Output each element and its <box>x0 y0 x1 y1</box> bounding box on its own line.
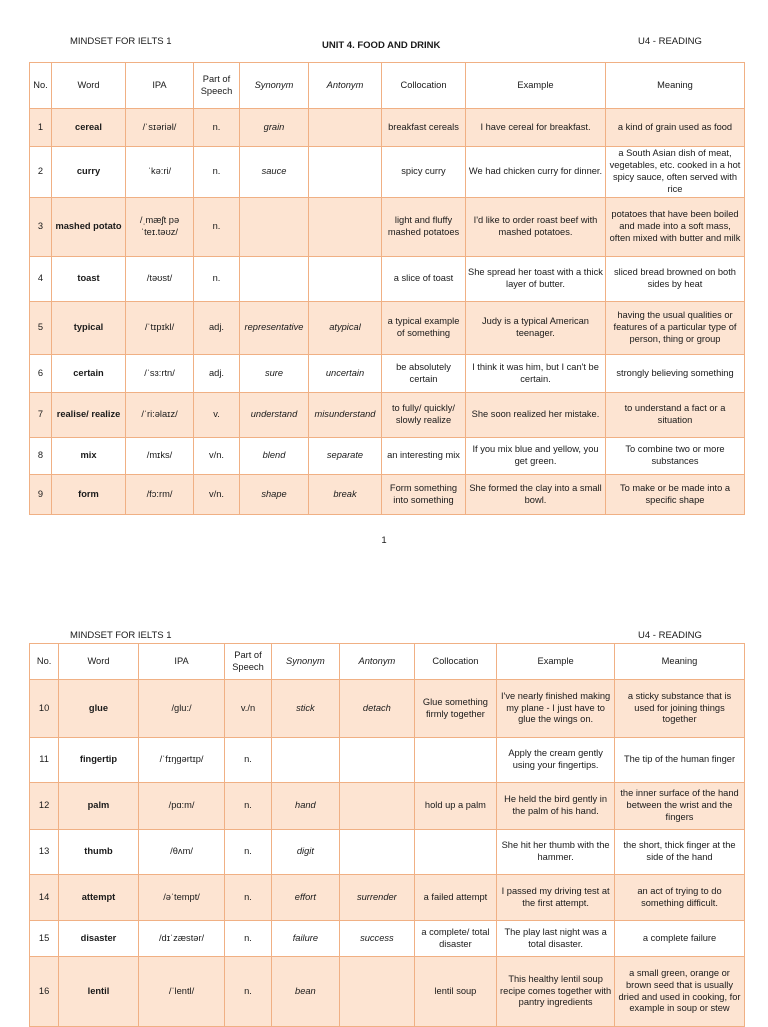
cell-synonym: sure <box>240 355 309 393</box>
table-row <box>30 257 745 302</box>
cell-synonym: effort <box>271 875 339 921</box>
cell-collocation: a slice of toast <box>382 257 466 302</box>
cell-word: thumb <box>59 830 139 875</box>
cell-pos: n. <box>194 147 240 198</box>
cell-ipa: /ˈsɪəriəl/ <box>126 109 194 147</box>
table-row <box>30 783 745 830</box>
cell-synonym: hand <box>271 783 339 830</box>
cell-antonym <box>309 257 382 302</box>
cell-example: She formed the clay into a small bowl. <box>466 475 606 515</box>
cell-antonym <box>340 783 415 830</box>
column-header: Word <box>52 63 126 109</box>
cell-synonym: failure <box>271 921 339 957</box>
header-right: U4 - READING <box>638 36 702 47</box>
column-header: Part of Speech <box>194 63 240 109</box>
document-page-2 <box>0 575 768 1024</box>
cell-synonym <box>271 738 339 783</box>
cell-pos: v. <box>194 393 240 438</box>
cell-meaning: a complete failure <box>615 921 745 957</box>
cell-no: 9 <box>30 475 52 515</box>
cell-pos: n. <box>225 957 271 1027</box>
table-row <box>30 355 745 393</box>
column-header: Example <box>466 63 606 109</box>
cell-example: He held the bird gently in the palm of his hand. <box>497 783 615 830</box>
header-title: UNIT 4. FOOD AND DRINK <box>322 40 441 51</box>
cell-ipa: ˈkə:ri/ <box>126 147 194 198</box>
cell-no: 16 <box>30 957 59 1027</box>
cell-example: If you mix blue and yellow, you get green. <box>466 438 606 475</box>
cell-collocation: a typical example of something <box>382 302 466 355</box>
cell-synonym <box>240 257 309 302</box>
cell-pos: adj. <box>194 302 240 355</box>
column-header: No. <box>30 644 59 680</box>
cell-collocation: light and fluffy mashed potatoes <box>382 198 466 257</box>
cell-no: 15 <box>30 921 59 957</box>
cell-synonym: grain <box>240 109 309 147</box>
cell-ipa: /ˌmæʃt pəˈteɪ.təʊz/ <box>126 198 194 257</box>
cell-example: I have cereal for breakfast. <box>466 109 606 147</box>
cell-word: certain <box>52 355 126 393</box>
cell-synonym: digit <box>271 830 339 875</box>
cell-word: curry <box>52 147 126 198</box>
table-row <box>30 738 745 783</box>
cell-example: We had chicken curry for dinner. <box>466 147 606 198</box>
cell-synonym: bean <box>271 957 339 1027</box>
page-number: 1 <box>381 535 387 546</box>
cell-no: 8 <box>30 438 52 475</box>
column-header: Meaning <box>606 63 745 109</box>
cell-meaning: To make or be made into a specific shape <box>606 475 745 515</box>
cell-ipa: /dɪˈzæstər/ <box>138 921 225 957</box>
cell-meaning: a South Asian dish of meat, vegetables, etc. cooked in a hot spicy sauce, often served with rice <box>606 147 745 198</box>
cell-no: 3 <box>30 198 52 257</box>
table-row <box>30 198 745 257</box>
cell-antonym <box>340 830 415 875</box>
cell-synonym <box>240 198 309 257</box>
column-header: Part of Speech <box>225 644 271 680</box>
column-header: No. <box>30 63 52 109</box>
cell-word: attempt <box>59 875 139 921</box>
cell-example: The play last night was a total disaster. <box>497 921 615 957</box>
cell-example: This healthy lentil soup recipe comes together with pantry ingredients <box>497 957 615 1027</box>
column-header: Collocation <box>382 63 466 109</box>
table-row <box>30 393 745 438</box>
cell-collocation: a failed attempt <box>414 875 497 921</box>
cell-antonym: surrender <box>340 875 415 921</box>
cell-antonym <box>309 109 382 147</box>
column-header: Antonym <box>309 63 382 109</box>
cell-word: glue <box>59 680 139 738</box>
cell-collocation: be absolutely certain <box>382 355 466 393</box>
cell-meaning: to understand a fact or a situation <box>606 393 745 438</box>
cell-ipa: /əˈtempt/ <box>138 875 225 921</box>
column-header: IPA <box>126 63 194 109</box>
cell-meaning: the inner surface of the hand between the wrist and the fingers <box>615 783 745 830</box>
cell-antonym <box>309 198 382 257</box>
cell-synonym: stick <box>271 680 339 738</box>
cell-collocation: lentil soup <box>414 957 497 1027</box>
cell-example: She soon realized her mistake. <box>466 393 606 438</box>
table-row <box>30 475 745 515</box>
cell-meaning: potatoes that have been boiled and made into a soft mass, often mixed with butter and milk <box>606 198 745 257</box>
cell-collocation: breakfast cereals <box>382 109 466 147</box>
cell-meaning: having the usual qualities or features of a particular type of person, thing or group <box>606 302 745 355</box>
cell-no: 5 <box>30 302 52 355</box>
cell-collocation: Glue something firmly together <box>414 680 497 738</box>
cell-ipa: /glu:/ <box>138 680 225 738</box>
cell-ipa: /mɪks/ <box>126 438 194 475</box>
cell-no: 4 <box>30 257 52 302</box>
cell-pos: adj. <box>194 355 240 393</box>
cell-meaning: The tip of the human finger <box>615 738 745 783</box>
cell-example: I've nearly finished making my plane - I just have to glue the wings on. <box>497 680 615 738</box>
cell-example: She spread her toast with a thick layer of butter. <box>466 257 606 302</box>
cell-meaning: To combine two or more substances <box>606 438 745 475</box>
cell-ipa: /ˈfɪŋɡərtɪp/ <box>138 738 225 783</box>
cell-antonym: atypical <box>309 302 382 355</box>
cell-word: toast <box>52 257 126 302</box>
cell-word: form <box>52 475 126 515</box>
cell-antonym: separate <box>309 438 382 475</box>
cell-no: 2 <box>30 147 52 198</box>
cell-meaning: the short, thick finger at the side of the hand <box>615 830 745 875</box>
cell-antonym <box>340 957 415 1027</box>
cell-example: I'd like to order roast beef with mashed potatoes. <box>466 198 606 257</box>
cell-no: 14 <box>30 875 59 921</box>
table-row <box>30 921 745 957</box>
cell-meaning: a sticky substance that is used for joining things together <box>615 680 745 738</box>
table-row <box>30 680 745 738</box>
cell-pos: n. <box>194 109 240 147</box>
cell-antonym: detach <box>340 680 415 738</box>
table-row <box>30 830 745 875</box>
vocabulary-table <box>29 62 745 515</box>
cell-word: fingertip <box>59 738 139 783</box>
column-header: Synonym <box>240 63 309 109</box>
cell-word: palm <box>59 783 139 830</box>
cell-pos: v./n <box>225 680 271 738</box>
cell-ipa: /təʊst/ <box>126 257 194 302</box>
column-header: Synonym <box>271 644 339 680</box>
column-header: Word <box>59 644 139 680</box>
cell-word: cereal <box>52 109 126 147</box>
cell-example: I passed my driving test at the first attempt. <box>497 875 615 921</box>
cell-pos: v/n. <box>194 438 240 475</box>
table-row <box>30 438 745 475</box>
table-row <box>30 957 745 1027</box>
cell-pos: n. <box>225 738 271 783</box>
cell-antonym <box>309 147 382 198</box>
cell-collocation: a complete/ total disaster <box>414 921 497 957</box>
table-row <box>30 875 745 921</box>
cell-ipa: /θʌm/ <box>138 830 225 875</box>
cell-collocation <box>414 830 497 875</box>
cell-no: 12 <box>30 783 59 830</box>
cell-word: disaster <box>59 921 139 957</box>
cell-meaning: an act of trying to do something difficult. <box>615 875 745 921</box>
cell-example: She hit her thumb with the hammer. <box>497 830 615 875</box>
cell-no: 6 <box>30 355 52 393</box>
cell-collocation: an interesting mix <box>382 438 466 475</box>
cell-word: lentil <box>59 957 139 1027</box>
column-header: IPA <box>138 644 225 680</box>
cell-antonym: misunderstand <box>309 393 382 438</box>
cell-antonym: break <box>309 475 382 515</box>
cell-no: 7 <box>30 393 52 438</box>
cell-collocation: spicy curry <box>382 147 466 198</box>
cell-antonym: success <box>340 921 415 957</box>
cell-word: typical <box>52 302 126 355</box>
cell-antonym: uncertain <box>309 355 382 393</box>
cell-pos: n. <box>225 875 271 921</box>
table-header-row <box>30 63 745 109</box>
cell-example: Judy is a typical American teenager. <box>466 302 606 355</box>
cell-synonym: understand <box>240 393 309 438</box>
table-header-row <box>30 644 745 680</box>
table-row <box>30 147 745 198</box>
cell-collocation: Form something into something <box>382 475 466 515</box>
cell-antonym <box>340 738 415 783</box>
cell-collocation: hold up a palm <box>414 783 497 830</box>
cell-word: mashed potato <box>52 198 126 257</box>
cell-collocation <box>414 738 497 783</box>
column-header: Meaning <box>615 644 745 680</box>
header-right: U4 - READING <box>638 630 702 641</box>
table-row <box>30 109 745 147</box>
cell-pos: v/n. <box>194 475 240 515</box>
cell-word: mix <box>52 438 126 475</box>
column-header: Collocation <box>414 644 497 680</box>
cell-ipa: /fɔ:rm/ <box>126 475 194 515</box>
cell-pos: n. <box>194 257 240 302</box>
cell-example: Apply the cream gently using your fingertips. <box>497 738 615 783</box>
cell-pos: n. <box>225 830 271 875</box>
header-left: MINDSET FOR IELTS 1 <box>70 630 172 641</box>
cell-pos: n. <box>225 921 271 957</box>
cell-ipa: /ˈlentl/ <box>138 957 225 1027</box>
cell-pos: n. <box>194 198 240 257</box>
cell-meaning: strongly believing something <box>606 355 745 393</box>
cell-meaning: sliced bread browned on both sides by heat <box>606 257 745 302</box>
cell-meaning: a kind of grain used as food <box>606 109 745 147</box>
cell-meaning: a small green, orange or brown seed that is usually dried and used in cooking, for example in soup or stew <box>615 957 745 1027</box>
cell-no: 10 <box>30 680 59 738</box>
cell-synonym: representative <box>240 302 309 355</box>
table-row <box>30 302 745 355</box>
cell-ipa: /pɑ:m/ <box>138 783 225 830</box>
cell-word: realise/ realize <box>52 393 126 438</box>
cell-no: 1 <box>30 109 52 147</box>
cell-synonym: shape <box>240 475 309 515</box>
cell-synonym: blend <box>240 438 309 475</box>
header-left: MINDSET FOR IELTS 1 <box>70 36 172 47</box>
cell-synonym: sauce <box>240 147 309 198</box>
cell-pos: n. <box>225 783 271 830</box>
cell-collocation: to fully/ quickly/ slowly realize <box>382 393 466 438</box>
column-header: Example <box>497 644 615 680</box>
cell-no: 11 <box>30 738 59 783</box>
cell-ipa: /ˈri:əlaɪz/ <box>126 393 194 438</box>
cell-ipa: /ˈsɜ:rtn/ <box>126 355 194 393</box>
cell-example: I think it was him, but I can't be certain. <box>466 355 606 393</box>
vocabulary-table <box>29 643 745 1027</box>
cell-ipa: /ˈtɪpɪkl/ <box>126 302 194 355</box>
cell-no: 13 <box>30 830 59 875</box>
column-header: Antonym <box>340 644 415 680</box>
